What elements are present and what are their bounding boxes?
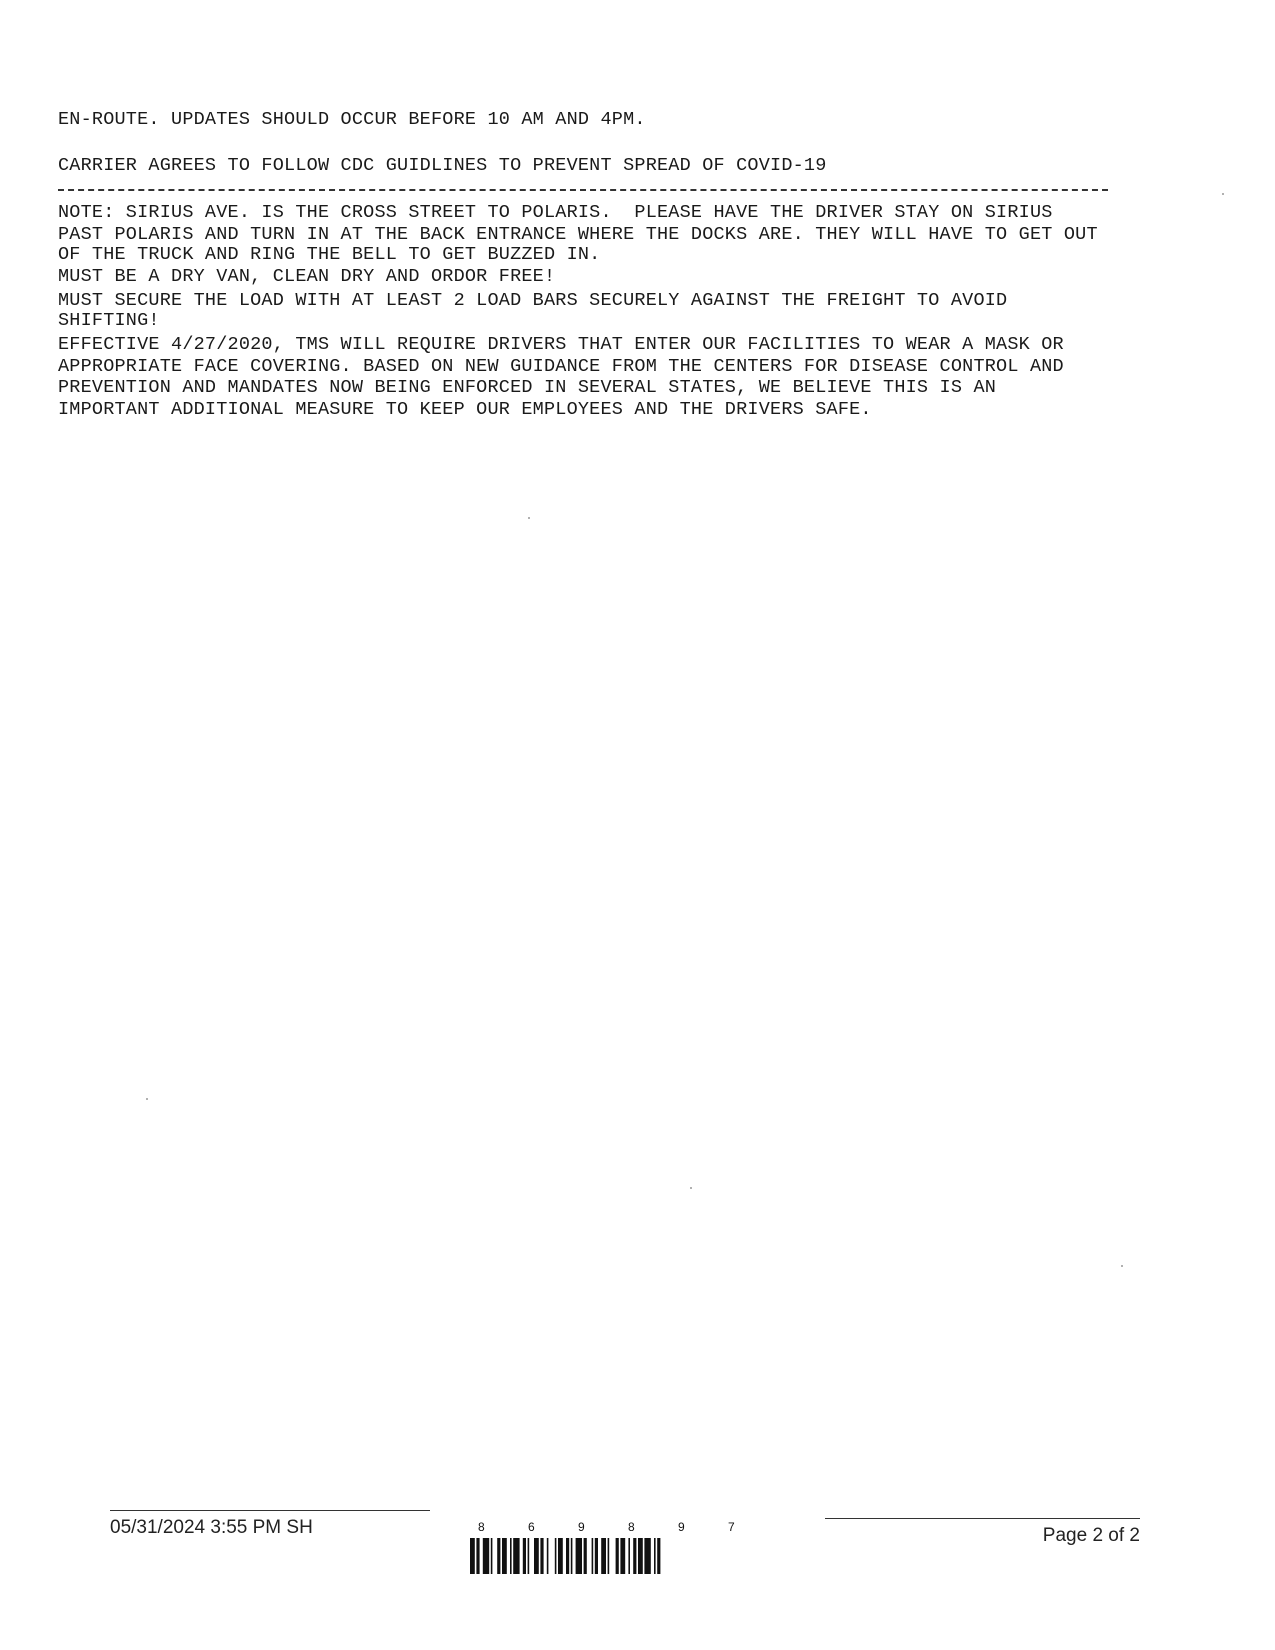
note-line-6: MUST BE A DRY VAN, CLEAN DRY AND ORDOR FREE! <box>58 266 556 287</box>
barcode-bar <box>497 1538 500 1574</box>
scan-speck <box>1121 1265 1123 1267</box>
scan-speck <box>690 1187 692 1189</box>
note-line-2: CARRIER AGREES TO FOLLOW CDC GUIDLINES TO PREVENT SPREAD OF COVID-19 <box>58 155 827 176</box>
barcode-bar <box>566 1538 569 1574</box>
barcode-digit: 8 <box>628 1520 635 1534</box>
barcode-bar <box>633 1538 636 1574</box>
barcode-bar <box>620 1538 625 1574</box>
barcode-bar <box>628 1538 630 1574</box>
barcode-bar <box>638 1538 643 1574</box>
note-line-9: EFFECTIVE 4/27/2020, TMS WILL REQUIRE DRIVERS THAT ENTER OUR FACILITIES TO WEAR A MASK OR <box>58 334 1064 355</box>
footer-rule <box>825 1518 1140 1519</box>
note-line-4: PAST POLARIS AND TURN IN AT THE BACK ENTRANCE WHERE THE DOCKS ARE. THEY WILL HAVE TO GET OUT <box>58 224 1098 245</box>
note-line-11: PREVENTION AND MANDATES NOW BEING ENFORCED IN SEVERAL STATES, WE BELIEVE THIS IS AN <box>58 377 997 398</box>
scan-speck <box>146 1098 148 1100</box>
barcode-bar <box>592 1538 594 1574</box>
barcode-bar <box>571 1538 573 1574</box>
barcode-digits <box>470 1520 770 1536</box>
note-line-1: EN-ROUTE. UPDATES SHOULD OCCUR BEFORE 10 AM AND 4PM. <box>58 109 646 130</box>
barcode-bar <box>547 1538 549 1574</box>
footer-timestamp: 05/31/2024 3:55 PM SH <box>110 1517 313 1538</box>
barcode-bar <box>584 1538 587 1574</box>
barcode-digit: 9 <box>678 1520 685 1534</box>
barcode-bar <box>534 1538 539 1574</box>
note-line-10: APPROPRIATE FACE COVERING. BASED ON NEW GUIDANCE FROM THE CENTERS FOR DISEASE CONTROL AND <box>58 356 1064 377</box>
barcode-bar <box>513 1538 519 1574</box>
barcode-bar <box>470 1538 475 1574</box>
footer-page-block <box>825 1518 1140 1547</box>
barcode-digit: 8 <box>478 1520 485 1534</box>
barcode-bar <box>555 1538 557 1574</box>
page-number: Page 2 of 2 <box>1042 1525 1140 1546</box>
barcode-bar <box>523 1538 526 1574</box>
barcode-bar <box>502 1538 507 1574</box>
barcode-bar <box>476 1538 479 1574</box>
note-line-7: MUST SECURE THE LOAD WITH AT LEAST 2 LOAD BARS SECURELY AGAINST THE FREIGHT TO AVOID <box>58 290 1008 311</box>
barcode-digit: 7 <box>728 1520 735 1534</box>
note-line-5: OF THE TRUCK AND RING THE BELL TO GET BUZZED IN. <box>58 244 601 265</box>
barcode-bars-graphic <box>470 1538 770 1574</box>
barcode <box>470 1520 770 1578</box>
barcode-digit: 9 <box>578 1520 585 1534</box>
barcode-bar <box>608 1538 610 1574</box>
barcode-bar <box>601 1538 606 1574</box>
barcode-bar <box>576 1538 582 1574</box>
barcode-bar <box>654 1538 656 1574</box>
barcode-bar <box>558 1538 563 1574</box>
signature-line <box>110 1510 430 1511</box>
barcode-bar <box>528 1538 530 1574</box>
dashed-separator <box>58 189 1108 191</box>
barcode-bar <box>510 1538 512 1574</box>
barcode-bar <box>644 1538 650 1574</box>
footer-timestamp-block <box>110 1510 430 1539</box>
note-line-8: SHIFTING! <box>58 310 160 331</box>
barcode-digit: 6 <box>528 1520 535 1534</box>
scan-speck <box>528 517 530 519</box>
barcode-bar <box>595 1538 598 1574</box>
note-line-3: NOTE: SIRIUS AVE. IS THE CROSS STREET TO POLARIS. PLEASE HAVE THE DRIVER STAY ON SIRIUS <box>58 202 1053 223</box>
barcode-bar <box>657 1538 660 1574</box>
barcode-bar <box>483 1538 489 1574</box>
scan-speck <box>1222 193 1224 195</box>
barcode-bar <box>491 1538 493 1574</box>
note-line-12: IMPORTANT ADDITIONAL MEASURE TO KEEP OUR EMPLOYEES AND THE DRIVERS SAFE. <box>58 399 872 420</box>
barcode-bar <box>540 1538 543 1574</box>
barcode-bar <box>616 1538 619 1574</box>
